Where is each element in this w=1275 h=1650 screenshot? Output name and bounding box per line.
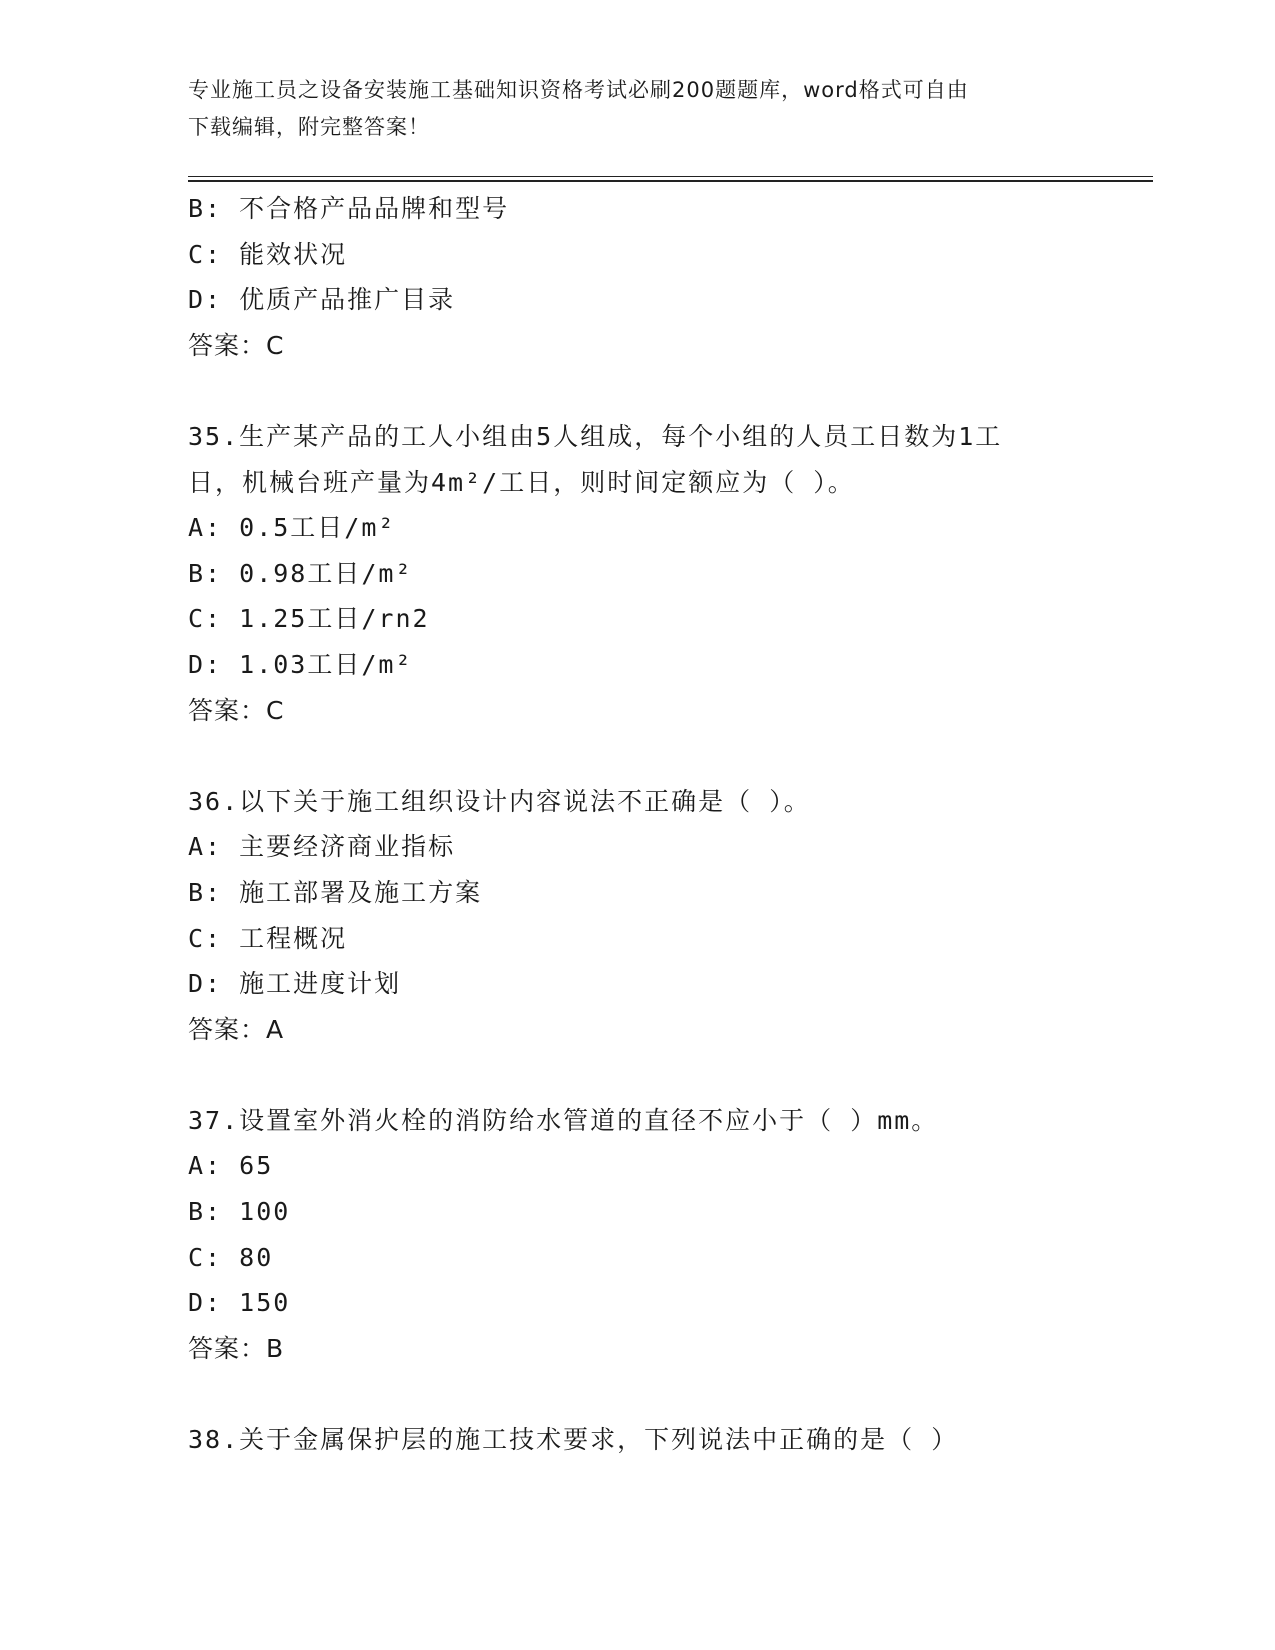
document-header (188, 72, 1088, 146)
header-line-1: 专业施工员之设备安装施工基础知识资格考试必刷200题题库，word格式可自由 (188, 78, 969, 102)
answer: 答案：A (188, 1014, 285, 1044)
question-text: 36.以下关于施工组织设计内容说法不正确是（ ）。 (188, 786, 811, 816)
question-37 (188, 1098, 1088, 1372)
spacer (188, 1052, 1088, 1098)
answer: 答案：C (188, 330, 285, 360)
option-d: D: 施工进度计划 (188, 969, 402, 999)
spacer (188, 368, 1088, 414)
header-divider-thick (188, 180, 1153, 182)
option-c: C: 1.25工日/rn2 (188, 604, 430, 634)
question-text: 35.生产某产品的工人小组由5人组成，每个小组的人员工日数为1工 (188, 421, 1003, 451)
option-d: D: 150 (188, 1288, 291, 1318)
option-b: B: 不合格产品品牌和型号 (188, 194, 510, 223)
option-b: B: 0.98工日/m² (188, 558, 413, 588)
question-34 (188, 186, 1088, 368)
question-36 (188, 779, 1088, 1053)
question-35 (188, 414, 1088, 733)
option-c: C: 工程概况 (188, 923, 348, 953)
option-a: A: 0.5工日/m² (188, 513, 396, 543)
option-c: C: 80 (188, 1242, 274, 1272)
question-list (188, 186, 1088, 1463)
question-text-continued: 日，机械台班产量为4m²/工日，则时间定额应为（ ）。 (188, 467, 855, 497)
option-d: D: 1.03工日/m² (188, 649, 413, 679)
answer: 答案：B (188, 1333, 285, 1363)
option-b: B: 施工部署及施工方案 (188, 877, 483, 907)
spacer (188, 1371, 1088, 1417)
question-text: 38.关于金属保护层的施工技术要求，下列说法中正确的是（ ） (188, 1425, 959, 1455)
spacer (188, 733, 1088, 779)
option-a: A: 主要经济商业指标 (188, 832, 456, 862)
question-38 (188, 1417, 1088, 1463)
option-c: C: 能效状况 (188, 239, 348, 269)
header-line-2: 下载编辑，附完整答案！ (188, 115, 430, 139)
answer: 答案：C (188, 695, 285, 725)
question-text: 37.设置室外消火栓的消防给水管道的直径不应小于（ ）mm。 (188, 1105, 939, 1135)
option-a: A: 65 (188, 1151, 274, 1181)
option-d: D: 优质产品推广目录 (188, 285, 456, 315)
header-divider-thin (188, 176, 1153, 177)
option-b: B: 100 (188, 1197, 291, 1227)
